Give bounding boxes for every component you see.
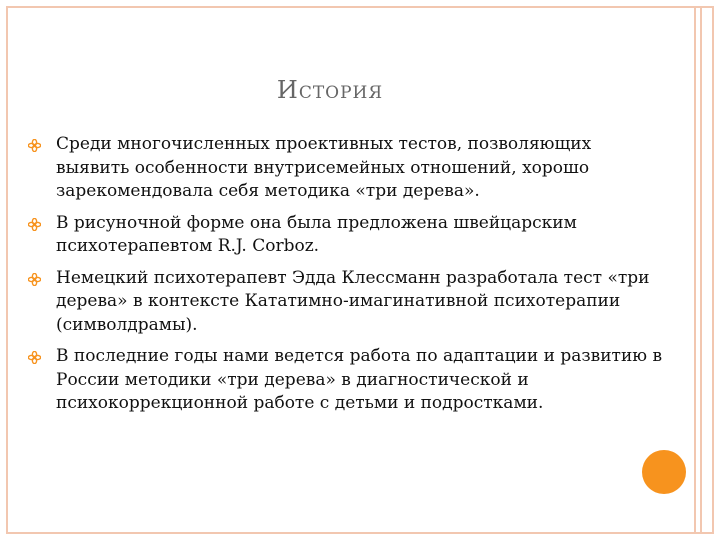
bullet-text: В рисуночной форме она была предложена швейцарским психотерапевтом R.J. Corboz. [56,212,577,256]
right-border-stripe [694,8,696,532]
four-petal-flower-icon [28,139,41,152]
bullet-text: Среди многочисленных проективных тестов, позволяющих выявить особенности внутрисемейных отношений, хорошо зарекомендовала себя методика «три дерева». [56,134,592,201]
bullet-item [28,267,668,338]
bullet-item [28,345,668,416]
right-border-stripe-inner [700,8,702,532]
bullet-text: В последние годы нами ведется работа по адаптации и развитию в России методики «три дерева» в диагностической и психокоррекционной работе с детьми и подростками. [56,346,663,413]
four-petal-flower-icon [28,273,41,286]
slide-title: История [276,76,384,104]
four-petal-flower-icon [28,218,41,231]
four-petal-flower-icon [28,351,41,364]
bullet-item [28,133,668,204]
decorative-orange-circle [642,450,686,494]
bullet-list [28,133,668,424]
bullet-text: Немецкий психотерапевт Эдда Клессманн разработала тест «три дерева» в контексте Кататимно-имагинативной психотерапии (символдрамы). [56,267,650,335]
bullet-item [28,212,668,259]
